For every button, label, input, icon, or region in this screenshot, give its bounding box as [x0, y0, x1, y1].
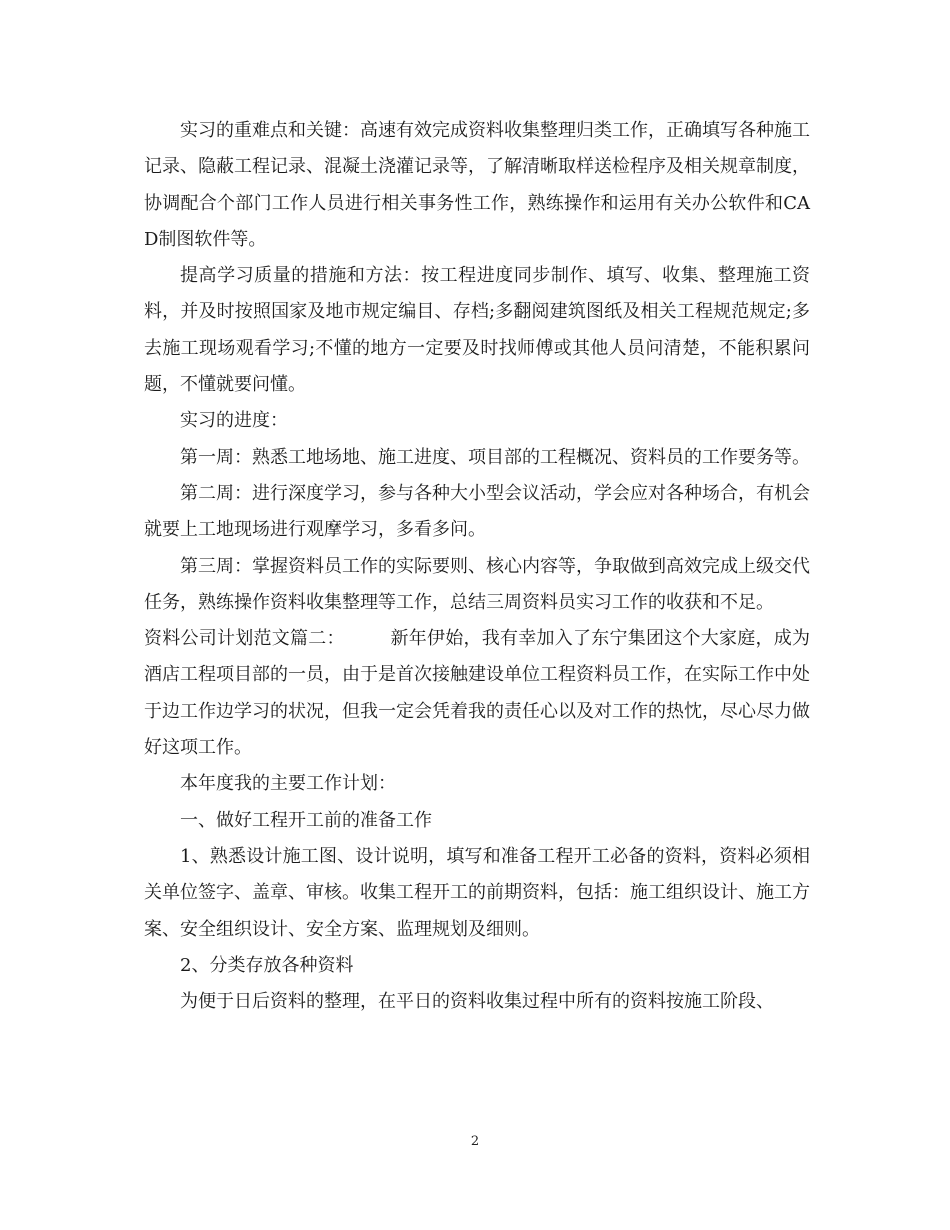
paragraph-week-two: 第二周：进行深度学习，参与各种大小型会议活动，学会应对各种场合，有机会就要上工地现场进行观摩学习，多看多问。	[144, 482, 810, 541]
paragraph-item-two-heading: 2、分类存放各种资料	[180, 954, 354, 976]
page-number: 2	[470, 1134, 480, 1149]
paragraph-article-two-intro: 资料公司计划范文篇二： 新年伊始，我有幸加入了东宁集团这个大家庭，成为酒店工程项目部的一员，由于是首次接触建设单位工程资料员工作，在实际工作中处于边工作边学习的状况，但我一定会凭着我的责任心以及对工作的热忱，尽心尽力做好这项工作。	[144, 628, 810, 759]
paragraph-progress-heading: 实习的进度：	[180, 410, 288, 432]
paragraph-study-measures: 提高学习质量的措施和方法：按工程进度同步制作、填写、收集、整理施工资料，并及时按照国家及地市规定编目、存档;多翻阅建筑图纸及相关工程规范规定;多去施工现场观看学习;不懂的地方一定要及时找师傅或其他人员问清楚，不能积累问题，不懂就要问懂。	[144, 265, 810, 396]
paragraph-key-points: 实习的重难点和关键：高速有效完成资料收集整理归类工作，正确填写各种施工记录、隐蔽工程记录、混凝土浇灌记录等，了解清晰取样送检程序及相关规章制度，协调配合个部门工作人员进行相关事务性工作，熟练操作和运用有关办公软件和CAD制图软件等。	[144, 120, 810, 250]
section-heading-preparation: 一、做好工程开工前的准备工作	[180, 809, 432, 831]
paragraph-item-two-body: 为便于日后资料的整理，在平日的资料收集过程中所有的资料按施工阶段、	[180, 991, 774, 1013]
document-body	[144, 113, 810, 1020]
paragraph-annual-plan-heading: 本年度我的主要工作计划：	[180, 773, 396, 795]
paragraph-item-one: 1、熟悉设计施工图、设计说明，填写和准备工程开工必备的资料，资料必须相关单位签字、盖章、审核。收集工程开工的前期资料，包括：施工组织设计、施工方案、安全组织设计、安全方案、监理规划及细则。	[144, 845, 810, 940]
paragraph-week-one: 第一周：熟悉工地场地、施工进度、项目部的工程概况、资料员的工作要务等。	[180, 446, 810, 468]
paragraph-week-three: 第三周：掌握资料员工作的实际要则、核心内容等，争取做到高效完成上级交代任务，熟练操作资料收集整理等工作，总结三周资料员实习工作的收获和不足。	[144, 555, 810, 613]
